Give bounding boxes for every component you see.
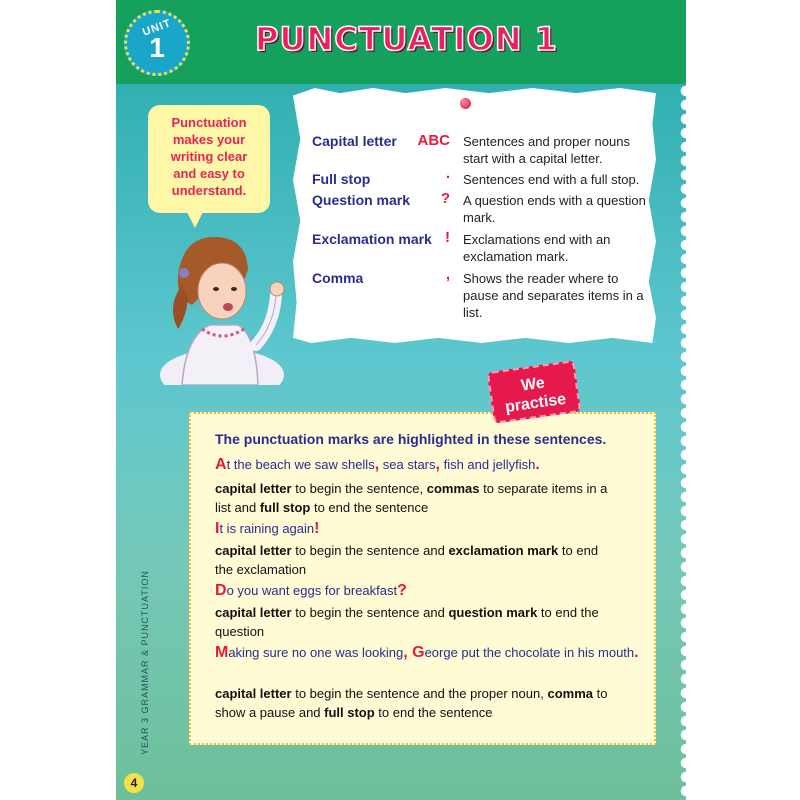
highlight-exclamation-mark: ! (314, 520, 320, 537)
example-explanation (215, 684, 615, 722)
explanation-text: to end the question (215, 605, 599, 639)
pin-icon (460, 98, 471, 109)
explanation-text: to end the exclamation (215, 543, 599, 577)
term: comma (547, 686, 593, 701)
explanation-text: to begin the sentence and (291, 543, 449, 558)
speech-line: Punctuation (171, 115, 247, 130)
girl-illustration (152, 225, 292, 385)
example-explanation (215, 541, 615, 579)
reference-description: Exclamations end with an exclamation mark. (463, 232, 611, 264)
perforated-edge (672, 84, 686, 800)
explanation-text: to begin the sentence, (291, 481, 427, 496)
sentence-text: t is raining again (219, 521, 315, 536)
highlight-capital: A (215, 456, 227, 473)
sentence-text: eorge put the chocolate in his mouth (424, 645, 635, 660)
unit-badge (124, 10, 190, 76)
speech-line: makes your (172, 132, 246, 147)
sentence-text: aking sure no one was looking (228, 645, 404, 660)
term: capital letter (215, 543, 292, 558)
speech-line: and easy to (173, 166, 245, 181)
explanation-text: to begin the sentence and the proper noun, (291, 686, 548, 701)
sentence-text: fish and jellyfish (439, 457, 536, 472)
reference-name: Question mark (312, 192, 411, 208)
explanation-text: to end the sentence (374, 705, 493, 720)
example-sentence (215, 456, 645, 474)
term: full stop (259, 500, 311, 515)
practice-heading: The punctuation marks are highlighted in these sentences. (215, 431, 607, 447)
reference-mark: . (445, 165, 450, 182)
reference-name: Full stop (312, 171, 371, 187)
highlight-comma: , (435, 456, 440, 473)
term: capital letter (215, 481, 292, 496)
highlight-question-mark: ? (397, 582, 407, 599)
term: question mark (448, 605, 538, 620)
example-sentence (215, 520, 645, 538)
term: exclamation mark (448, 543, 559, 558)
example-sentence (215, 644, 645, 662)
stamp-line: We (520, 374, 546, 395)
reference-description: Shows the reader where to pause and separates items in a list. (463, 271, 644, 320)
reference-name: Comma (312, 270, 364, 286)
highlight-comma: , (403, 644, 408, 661)
unit-label: UNIT (140, 17, 173, 39)
stamp-line: practise (504, 390, 568, 417)
book-title-vertical: YEAR 3 GRAMMAR & PUNCTUATION (140, 570, 150, 755)
reference-mark: ! (445, 229, 450, 246)
reference-mark: , (445, 266, 450, 283)
explanation-text: to end the sentence (310, 500, 429, 515)
highlight-capital: I (215, 520, 220, 537)
example-explanation (215, 603, 615, 641)
sentence-text: o you want eggs for breakfast (226, 583, 398, 598)
highlight-full-stop: . (634, 644, 639, 661)
reference-description: Sentences end with a full stop. (463, 172, 640, 187)
unit-number: 1 (149, 32, 165, 63)
explanation-text: to begin the sentence and (291, 605, 449, 620)
term: full stop (324, 705, 375, 720)
page-number: 4 (124, 773, 144, 793)
example-sentence (215, 582, 645, 600)
highlight-capital: D (215, 582, 227, 599)
speech-bubble (148, 105, 270, 213)
sentence-text: sea stars (379, 457, 436, 472)
term: capital letter (215, 605, 292, 620)
reference-name: Capital letter (312, 133, 397, 149)
reference-description: Sentences and proper nouns start with a capital letter. (463, 134, 630, 166)
page-title: PUNCTUATION 1 (255, 20, 558, 58)
speech-line: understand. (171, 183, 247, 198)
reference-name: Exclamation mark (312, 231, 432, 247)
highlight-comma: , (374, 456, 380, 473)
reference-mark: ? (440, 190, 450, 207)
explanation-text: to show a pause and (215, 686, 608, 720)
highlight-capital: M (215, 644, 229, 661)
highlight-full-stop: . (535, 456, 540, 473)
reference-description: A question ends with a question mark. (463, 193, 646, 225)
explanation-text: to separate items in a list and (215, 481, 608, 515)
term: capital letter (215, 686, 292, 701)
highlight-capital: G (407, 644, 425, 661)
sentence-text: t the beach we saw shells (226, 457, 375, 472)
example-explanation (215, 479, 615, 517)
reference-mark: ABC (417, 132, 450, 149)
speech-line: writing clear (170, 149, 248, 164)
term: commas (426, 481, 480, 496)
